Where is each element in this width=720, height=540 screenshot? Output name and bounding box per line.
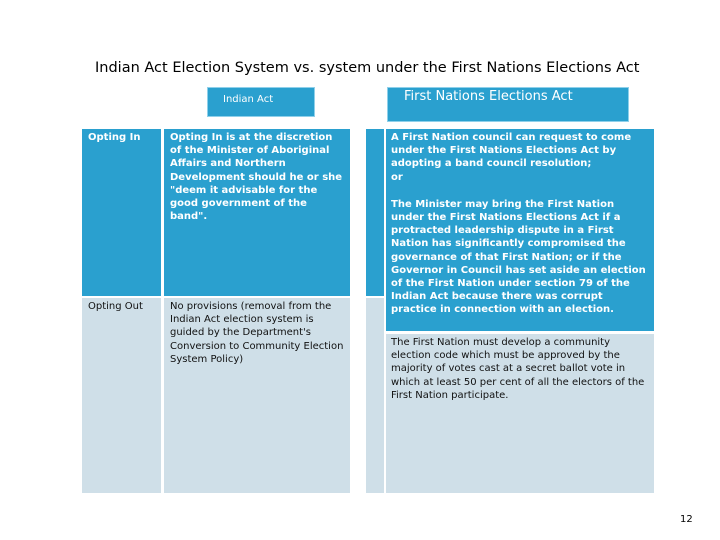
header-indian-act: Indian Act [207,87,315,117]
fnea-opting-in-request: A First Nation council can request to come under the First Nations Elections Act by adopting a band council resolution; [391,132,632,170]
fnea-opting-in-or: or [391,171,403,183]
header-first-nations-elections-act: First Nations Elections Act [387,87,629,122]
indian-act-opting-in-cell: Opting In is at the discretion of the Minister of Aboriginal Affairs and Northern Development should he or she "deem it advisable for the good government of the band". [164,129,350,296]
page-number: 12 [680,514,693,525]
spacer-cell-opting-in [366,129,384,296]
fnea-opting-in-cell [386,129,654,331]
row-label-opting-in: Opting In [82,129,161,296]
row-label-opting-out: Opting Out [82,298,161,493]
fnea-opting-out-cell: The First Nation must develop a community election code which must be approved by the majority of votes cast at a secret ballot vote in which at least 50 per cent of all the electors of the First Nation participate. [386,334,654,493]
indian-act-opting-out-cell: No provisions (removal from the Indian Act election system is guided by the Department's Conversion to Community Election System Policy) [164,298,350,493]
fnea-opting-in-minister: The Minister may bring the First Nation under the First Nations Elections Act if a protracted leadership dispute in a First Nation has significantly compromised the governance of that First Nation; or if the Governor in Council has set aside an election of the First Nation under section 79 of the Indian Act because there was corrupt practice in connection with an election. [391,198,646,316]
spacer-cell-opting-out [366,298,384,493]
slide-title: Indian Act Election System vs. system under the First Nations Elections Act [95,60,640,76]
